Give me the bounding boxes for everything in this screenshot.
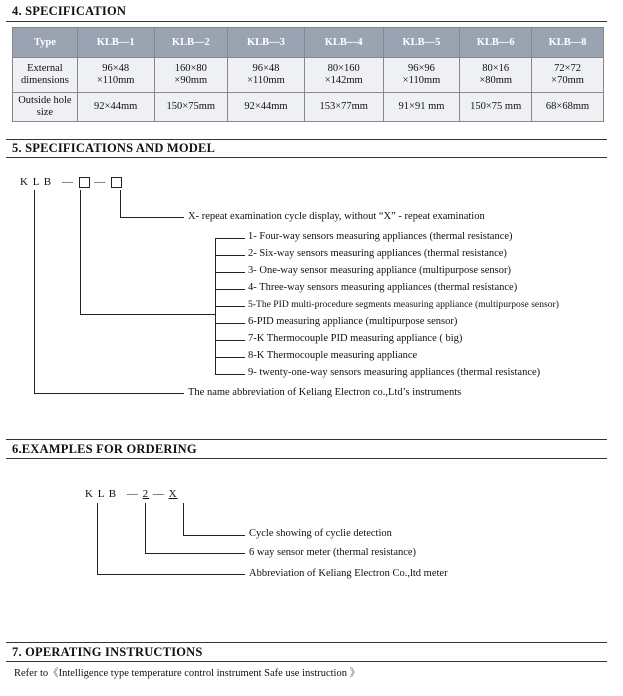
divider: [6, 439, 607, 440]
connector-line: [97, 503, 98, 574]
connector-line: [80, 314, 215, 315]
connector-tick: [215, 323, 245, 324]
table-header-row: [13, 28, 604, 58]
model-option: 2- Six-way sensors measuring appliances (thermal resistance): [248, 248, 507, 259]
connector-tick: [215, 357, 245, 358]
table-header: KLB—6: [460, 28, 532, 58]
connector-line: [183, 535, 245, 536]
table-cell: External dimensions: [13, 58, 78, 93]
table-header: KLB—1: [77, 28, 154, 58]
model-name-description: The name abbreviation of Keliang Electron co.,Ltd’s instruments: [188, 387, 462, 398]
divider: [6, 661, 607, 662]
order-code: [85, 488, 178, 500]
model-code-dash: —: [94, 176, 107, 188]
table-row: [13, 58, 604, 93]
table-cell: 91×91 mm: [383, 93, 460, 122]
order-x-description: Cycle showing of cyclie detection: [249, 528, 392, 539]
operating-text: Refer to《Intelligence type temperature control instrument Safe use instruction 》: [14, 668, 361, 679]
connector-line: [183, 503, 184, 535]
placeholder-box-icon: [79, 177, 90, 188]
table-cell: 68×68mm: [532, 93, 604, 122]
spec-table: [12, 27, 604, 122]
table-cell: 72×72 ×70mm: [532, 58, 604, 93]
section-spec-title: 4. SPECIFICATION: [12, 4, 127, 18]
table-cell: 150×75 mm: [460, 93, 532, 122]
order-code-suffix: X: [168, 488, 178, 500]
model-option: 8-K Thermocouple measuring appliance: [248, 350, 418, 361]
section-model-title: 5. SPECIFICATIONS AND MODEL: [12, 141, 216, 155]
connector-line: [120, 217, 184, 218]
table-header: KLB—8: [532, 28, 604, 58]
table-header: KLB—5: [383, 28, 460, 58]
table-cell: 92×44mm: [228, 93, 305, 122]
connector-line: [34, 393, 184, 394]
order-code-dash: —: [152, 488, 165, 500]
table-header: Type: [13, 28, 78, 58]
table-header: KLB—3: [228, 28, 305, 58]
model-option: 3- One-way sensor measuring appliance (multipurpose sensor): [248, 265, 512, 276]
order-code-dash: —: [126, 488, 139, 500]
connector-tick: [215, 306, 245, 307]
connector-line: [34, 190, 35, 393]
order-code-digit: 2: [142, 488, 150, 500]
divider: [6, 21, 607, 22]
connector-line: [120, 190, 121, 217]
model-x-description: X- repeat examination cycle display, without “X” - repeat examination: [188, 211, 485, 222]
connector-tick: [215, 340, 245, 341]
table-cell: 96×96 ×110mm: [383, 58, 460, 93]
table-row: [13, 93, 604, 122]
table-header: KLB—2: [154, 28, 228, 58]
model-code: [20, 176, 123, 188]
model-option: 7-K Thermocouple PID measuring appliance ( big): [248, 333, 463, 344]
table-header: KLB—4: [304, 28, 383, 58]
table-cell: 160×80 ×90mm: [154, 58, 228, 93]
connector-tick: [215, 289, 245, 290]
table-cell: 96×48 ×110mm: [77, 58, 154, 93]
placeholder-box-icon: [111, 177, 122, 188]
section-op-title: 7. OPERATING INSTRUCTIONS: [12, 645, 203, 659]
model-option: 6-PID measuring appliance (multipurpose sensor): [248, 316, 458, 327]
connector-tick: [215, 238, 245, 239]
table-cell: Outside hole size: [13, 93, 78, 122]
connector-line: [145, 553, 245, 554]
connector-tick: [215, 374, 245, 375]
table-cell: 153×77mm: [304, 93, 383, 122]
connector-line: [145, 503, 146, 553]
connector-tick: [215, 255, 245, 256]
table-cell: 80×160 ×142mm: [304, 58, 383, 93]
divider: [6, 642, 607, 643]
model-option: 1- Four-way sensors measuring appliances (thermal resistance): [248, 231, 513, 242]
model-code-dash: —: [61, 176, 74, 188]
connector-line: [80, 190, 81, 314]
connector-tick: [215, 272, 245, 273]
divider: [6, 139, 607, 140]
model-option: 4- Three-way sensors measuring appliances (thermal resistance): [248, 282, 518, 293]
divider: [6, 458, 607, 459]
model-option: 5-The PID multi-procedure segments measuring appliance (multipurpose sensor): [248, 299, 559, 310]
table-cell: 80×16 ×80mm: [460, 58, 532, 93]
order-name-description: Abbreviation of Keliang Electron Co.,ltd meter: [249, 568, 448, 579]
order-code-prefix: K L B: [85, 488, 118, 500]
table-cell: 150×75mm: [154, 93, 228, 122]
order-digit-description: 6 way sensor meter (thermal resistance): [249, 547, 417, 558]
connector-line: [97, 574, 245, 575]
divider: [6, 157, 607, 158]
table-cell: 92×44mm: [77, 93, 154, 122]
table-cell: 96×48 ×110mm: [228, 58, 305, 93]
model-option: 9- twenty-one-way sensors measuring appliances (thermal resistance): [248, 367, 541, 378]
model-code-prefix: K L B: [20, 176, 53, 188]
section-order-title: 6.EXAMPLES FOR ORDERING: [12, 442, 197, 456]
